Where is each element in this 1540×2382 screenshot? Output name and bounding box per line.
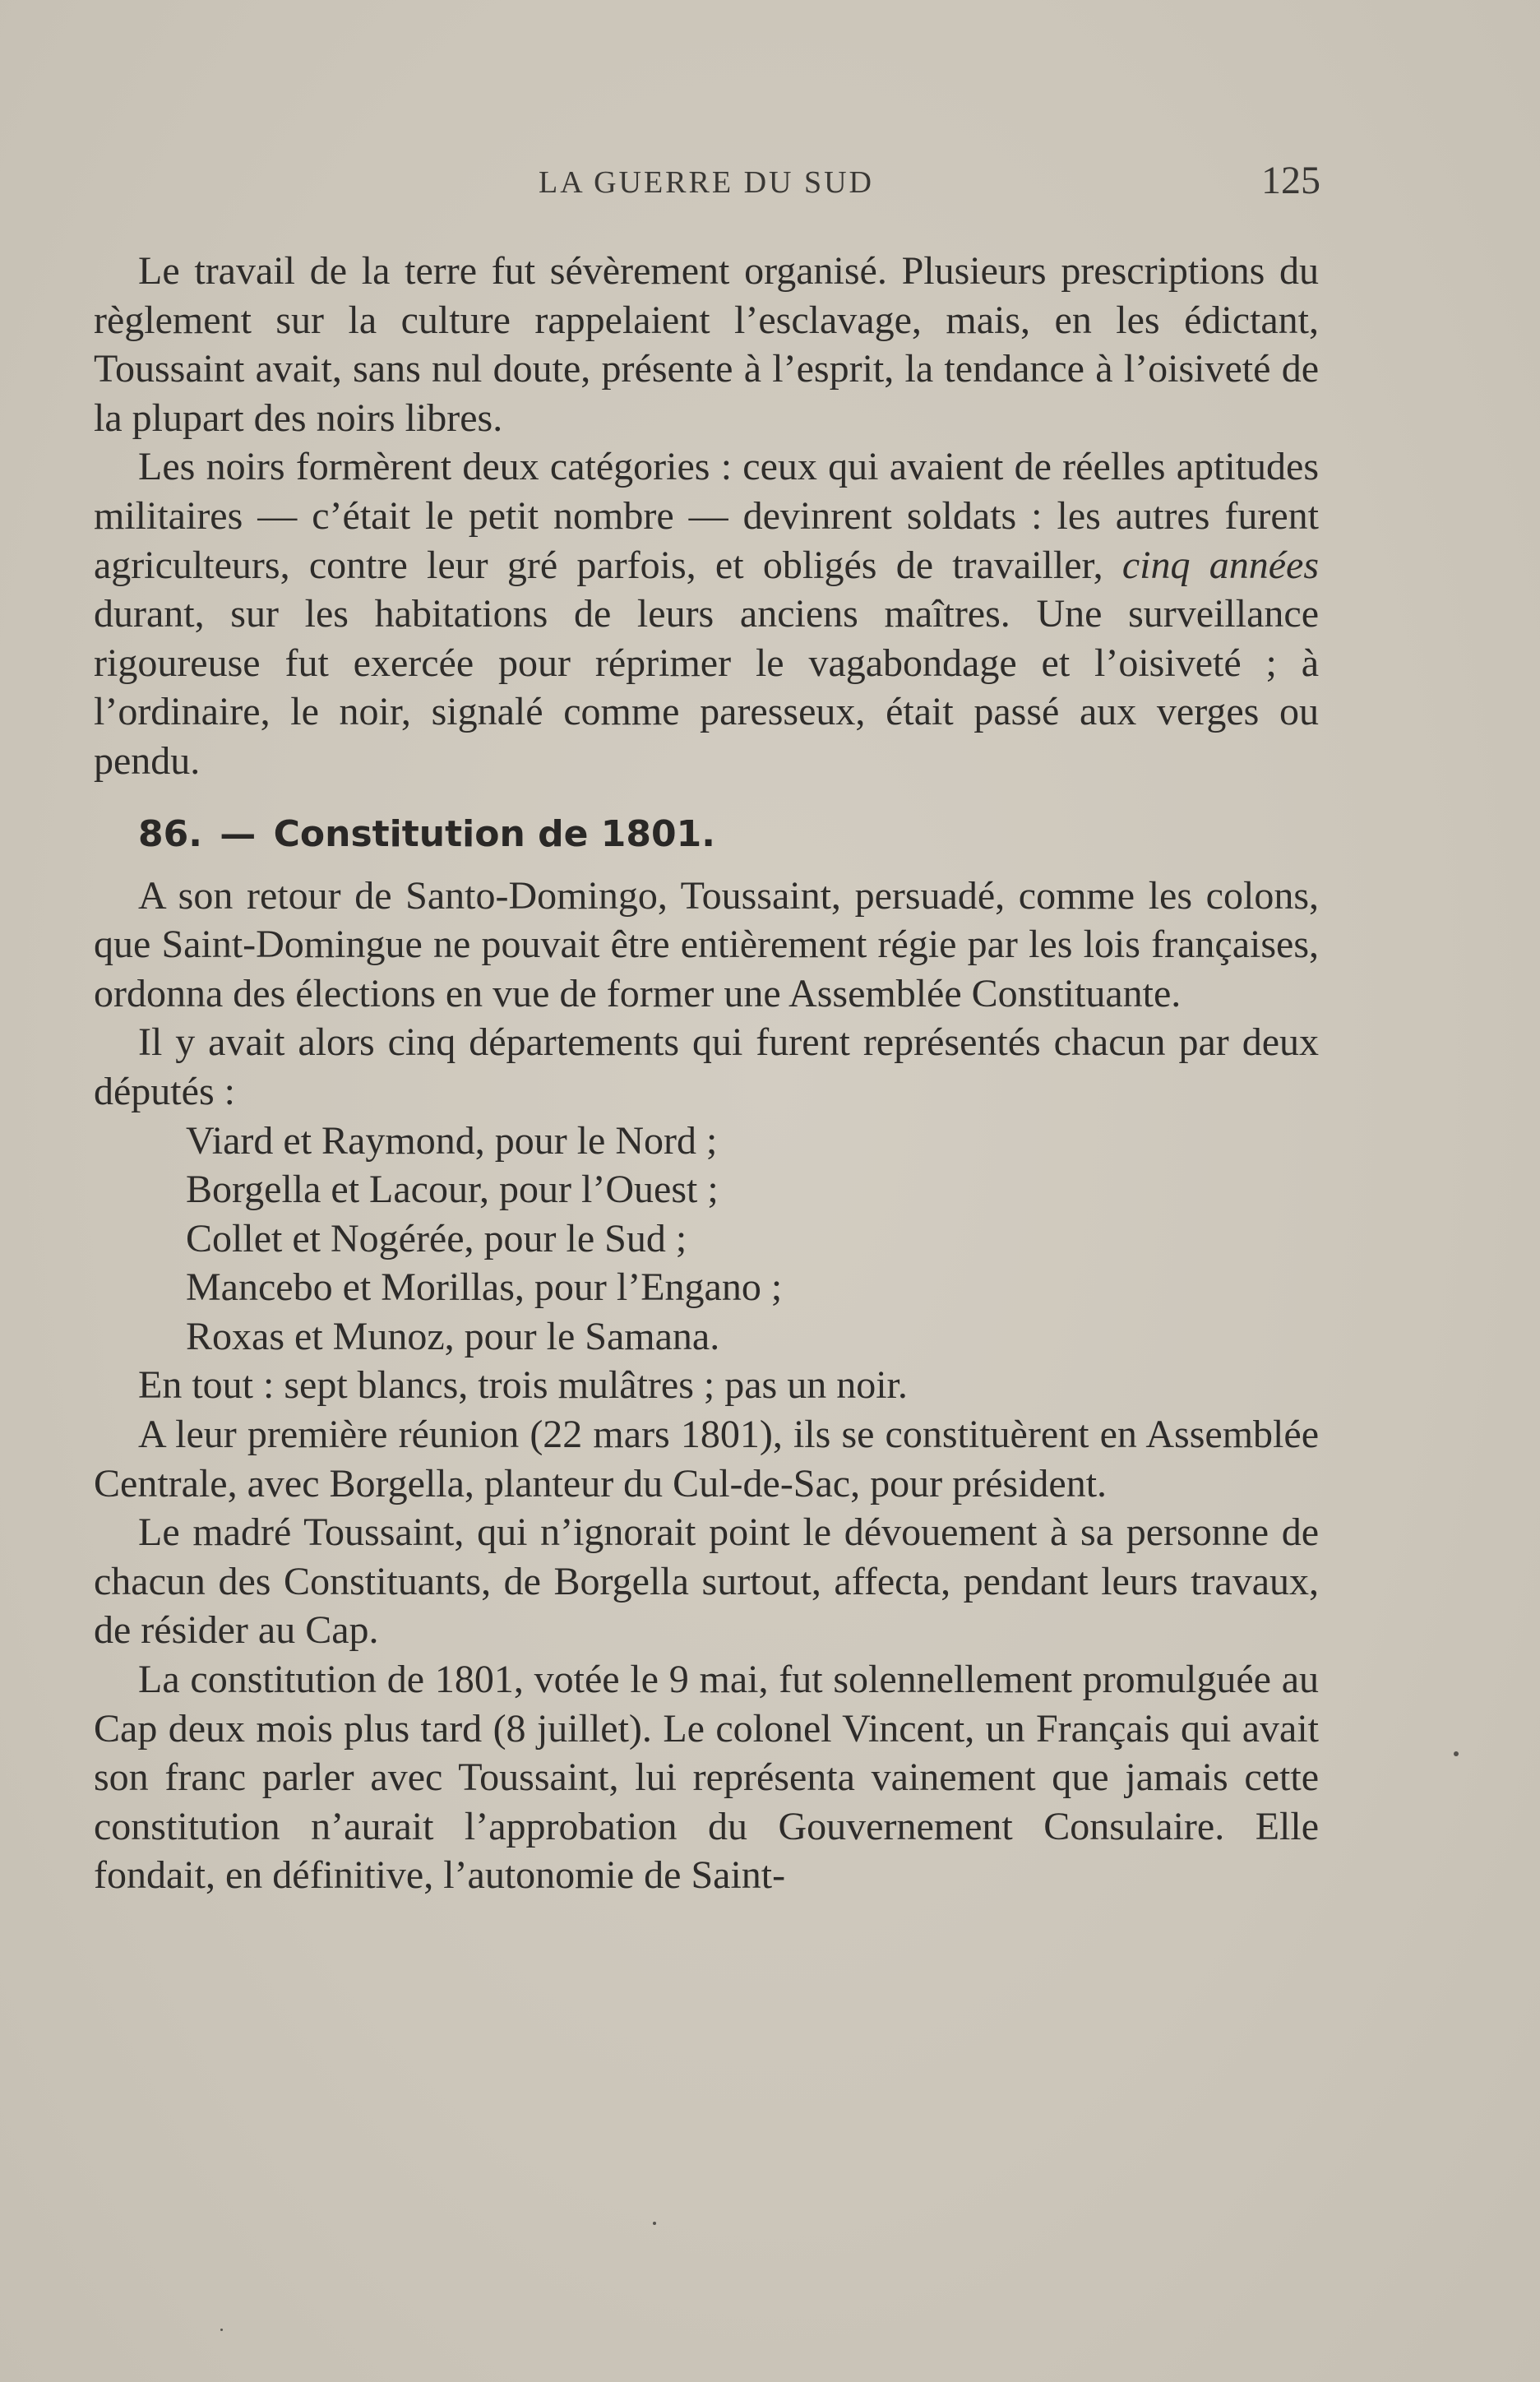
paragraph-text-part: durant, sur les habitations de leurs anciens maîtres. Une surveillance rigoureuse fut exercée pour réprimer le vagabondage et l’oisiveté ; à l’ordinaire, le noir, signalé comme paresseux, était passé aux verges ou pendu. [94, 592, 1319, 783]
deputy-list [94, 1117, 1319, 1362]
section-heading [138, 812, 1319, 857]
paragraph-tally: En tout : sept blancs, trois mulâtres ; pas un noir. [138, 1363, 908, 1408]
running-head [92, 158, 1320, 207]
paragraph-toussaint-cap: Le madré Toussaint, qui n’ignorait point le dévouement à sa personne de chacun des Constituants, de Borgella surtout, affecta, pendant leurs travaux, de résider au Cap. [94, 1510, 1319, 1653]
italic-emphasis: cinq années [1121, 543, 1320, 587]
print-speck [220, 2329, 223, 2331]
page-number: 125 [1261, 159, 1320, 202]
deputy-list-item: Collet et Nogérée, pour le Sud ; [186, 1216, 687, 1260]
deputy-list-item: Roxas et Munoz, pour le Samana. [186, 1314, 720, 1358]
section-dash: — [220, 812, 257, 855]
section-title: Constitution de 1801. [273, 812, 715, 855]
running-title: LA GUERRE DU SUD [539, 165, 874, 200]
deputy-list-item: Viard et Raymond, pour le Nord ; [186, 1118, 718, 1163]
paragraph-departments: Il y avait alors cinq départements qui furent représentés chacun par deux députés : [94, 1020, 1319, 1113]
paragraph-labor-organization: Le travail de la terre fut sévèrement organisé. Plusieurs prescriptions du règlement sur la culture rappelaient l’esclavage, mais, en les édictant, Toussaint avait, sans nul doute, présente à l’esprit, la tendance à l’oisiveté de la plupart des noirs libres. [94, 249, 1319, 440]
section-number: 86. [138, 812, 202, 855]
print-speck [1454, 1751, 1459, 1756]
body-text [94, 247, 1319, 1900]
paragraph-return-santo-domingo: A son retour de Santo-Domingo, Toussaint, persuadé, comme les colons, que Saint-Domingue ne pouvait être entièrement régie par les lois françaises, ordonna des élections en vue de former une Assemblée Constituante. [94, 873, 1319, 1015]
paragraph-first-meeting: A leur première réunion (22 mars 1801), ils se constituèrent en Assemblée Centrale, avec Borgella, planteur du Cul-de-Sac, pour président. [94, 1413, 1319, 1506]
deputy-list-item: Mancebo et Morillas, pour l’Engano ; [186, 1265, 783, 1310]
deputy-list-item: Borgella et Lacour, pour l’Ouest ; [186, 1168, 719, 1212]
paragraph-text-part: Les noirs formèrent deux catégories : ceux qui avaient de réelles aptitudes militaires — c’était le petit nombre — devinrent soldats : les autres furent agriculteurs, contre leur gré parfois, et obligés de travailler, [94, 445, 1319, 587]
print-speck [653, 2222, 656, 2225]
paragraph-constitution-1801: La constitution de 1801, votée le 9 mai, fut solennellement promulguée au Cap deux mois plus tard (8 juillet). Le colonel Vincent, un Français qui avait son franc parler avec Toussaint, lui représenta vainement que jamais cette constitution n’aurait l’approbation du Gouvernement Consulaire. Elle fondait, en définitive, l’autonomie de Saint- [94, 1658, 1319, 1898]
paragraph-black-categories [94, 442, 1319, 785]
